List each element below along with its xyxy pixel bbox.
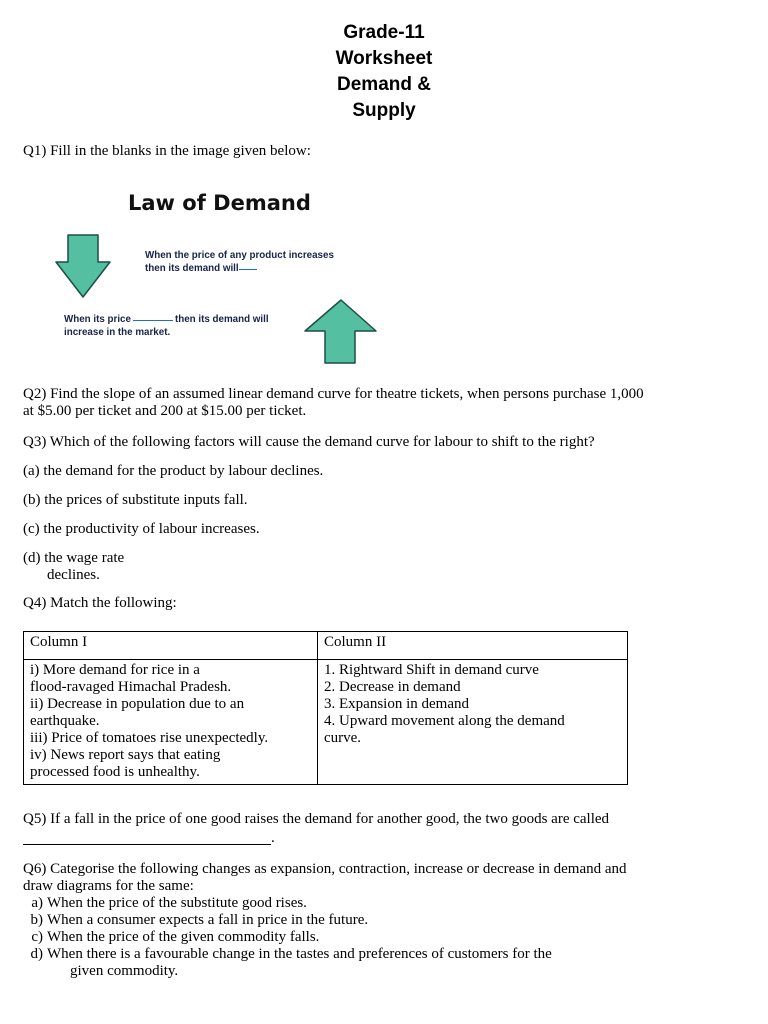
table-row — [24, 660, 628, 785]
column-header: Column II — [318, 632, 628, 660]
title-line: Worksheet — [335, 48, 433, 69]
q5-line: Q5) If a fall in the price of one good raises the demand for another good, the two goods are called — [23, 811, 610, 827]
list-item-label: d) — [30, 946, 43, 962]
q4-prompt: Q4) Match the following: — [23, 595, 177, 611]
q6-line: Q6) Categorise the following changes as expansion, contraction, increase or decrease in demand and — [23, 861, 627, 877]
q5-question — [23, 811, 609, 847]
q3-option-d — [23, 550, 124, 584]
q3-option-a: (a) the demand for the product by labour declines. — [23, 463, 324, 479]
q3-option-c: (c) the productivity of labour increases. — [23, 521, 260, 537]
q3-option-d-line: declines. — [47, 567, 100, 583]
column-two-line: curve. — [324, 730, 362, 746]
diagram-text-part: When its price — [64, 314, 131, 325]
diagram-text-part: then its demand will — [174, 314, 269, 325]
column-one-line: i) More demand for rice in a — [30, 662, 200, 678]
fill-blank-line — [239, 269, 257, 270]
list-item-continuation: given commodity. — [70, 963, 179, 979]
list-item — [23, 895, 307, 912]
worksheet-title — [0, 20, 768, 124]
diagram-text-line: When the price of any product increases — [145, 250, 334, 261]
q3-prompt: Q3) Which of the following factors will cause the demand curve for labour to shift to the right? — [23, 434, 595, 450]
up-arrow-icon — [305, 300, 376, 363]
q3-option-b: (b) the prices of substitute inputs fall. — [23, 492, 248, 508]
list-item-label: c) — [31, 929, 43, 945]
q1-prompt: Q1) Fill in the blanks in the image given below: — [23, 143, 311, 159]
list-item-text: When the price of the substitute good rises. — [47, 895, 307, 911]
column-header: Column I — [24, 632, 318, 660]
column-one-line: iii) Price of tomatoes rise unexpectedly. — [30, 730, 269, 746]
fill-blank-line — [133, 320, 173, 321]
column-two-cell — [318, 660, 628, 785]
q2-line: Q2) Find the slope of an assumed linear demand curve for theatre tickets, when persons purchase 1,000 — [23, 386, 644, 402]
column-one-cell — [24, 660, 318, 785]
list-item-text: When the price of the given commodity falls. — [47, 929, 320, 945]
q6-list — [23, 895, 552, 980]
list-item — [23, 946, 552, 963]
title-line: Demand & — [337, 74, 431, 95]
column-two-line: 3. Expansion in demand — [324, 696, 469, 712]
column-one-line: earthquake. — [30, 713, 100, 729]
match-table — [23, 631, 628, 785]
q3-option-d-line: (d) the wage rate — [23, 550, 125, 566]
diagram-title: Law of Demand — [128, 191, 311, 215]
title-line: Grade-11 — [343, 22, 425, 43]
list-item-text: When a consumer expects a fall in price in the future. — [47, 912, 369, 928]
answer-blank-line — [23, 844, 271, 845]
q5-end: . — [271, 830, 275, 846]
title-line: Supply — [352, 100, 416, 121]
diagram-text-line: then its demand will — [145, 263, 239, 274]
q2-line: at $5.00 per ticket and 200 at $15.00 per ticket. — [23, 403, 307, 419]
column-one-line: iv) News report says that eating — [30, 747, 221, 763]
column-two-line: 1. Rightward Shift in demand curve — [324, 662, 539, 678]
down-arrow-icon — [56, 235, 110, 297]
column-one-line: flood-ravaged Himachal Pradesh. — [30, 679, 232, 695]
column-one-line: ii) Decrease in population due to an — [30, 696, 245, 712]
list-item — [23, 929, 320, 946]
q6-prompt — [23, 861, 627, 895]
q2-question — [23, 386, 644, 420]
list-item-label: b) — [30, 912, 43, 928]
law-of-demand-diagram — [54, 183, 404, 373]
diagram-text-price-decrease — [64, 313, 269, 339]
list-item — [23, 912, 369, 929]
diagram-text-price-increase — [145, 249, 334, 275]
diagram-text-line: increase in the market. — [64, 327, 171, 338]
list-item-text: When there is a favourable change in the tastes and preferences of customers for the — [47, 946, 552, 962]
column-two-line: 4. Upward movement along the demand — [324, 713, 565, 729]
column-two-line: 2. Decrease in demand — [324, 679, 461, 695]
table-header-row — [24, 632, 628, 660]
q6-line: draw diagrams for the same: — [23, 878, 194, 894]
list-item-label: a) — [31, 895, 43, 911]
column-one-line: processed food is unhealthy. — [30, 764, 200, 780]
diagram-arrows — [54, 183, 404, 373]
